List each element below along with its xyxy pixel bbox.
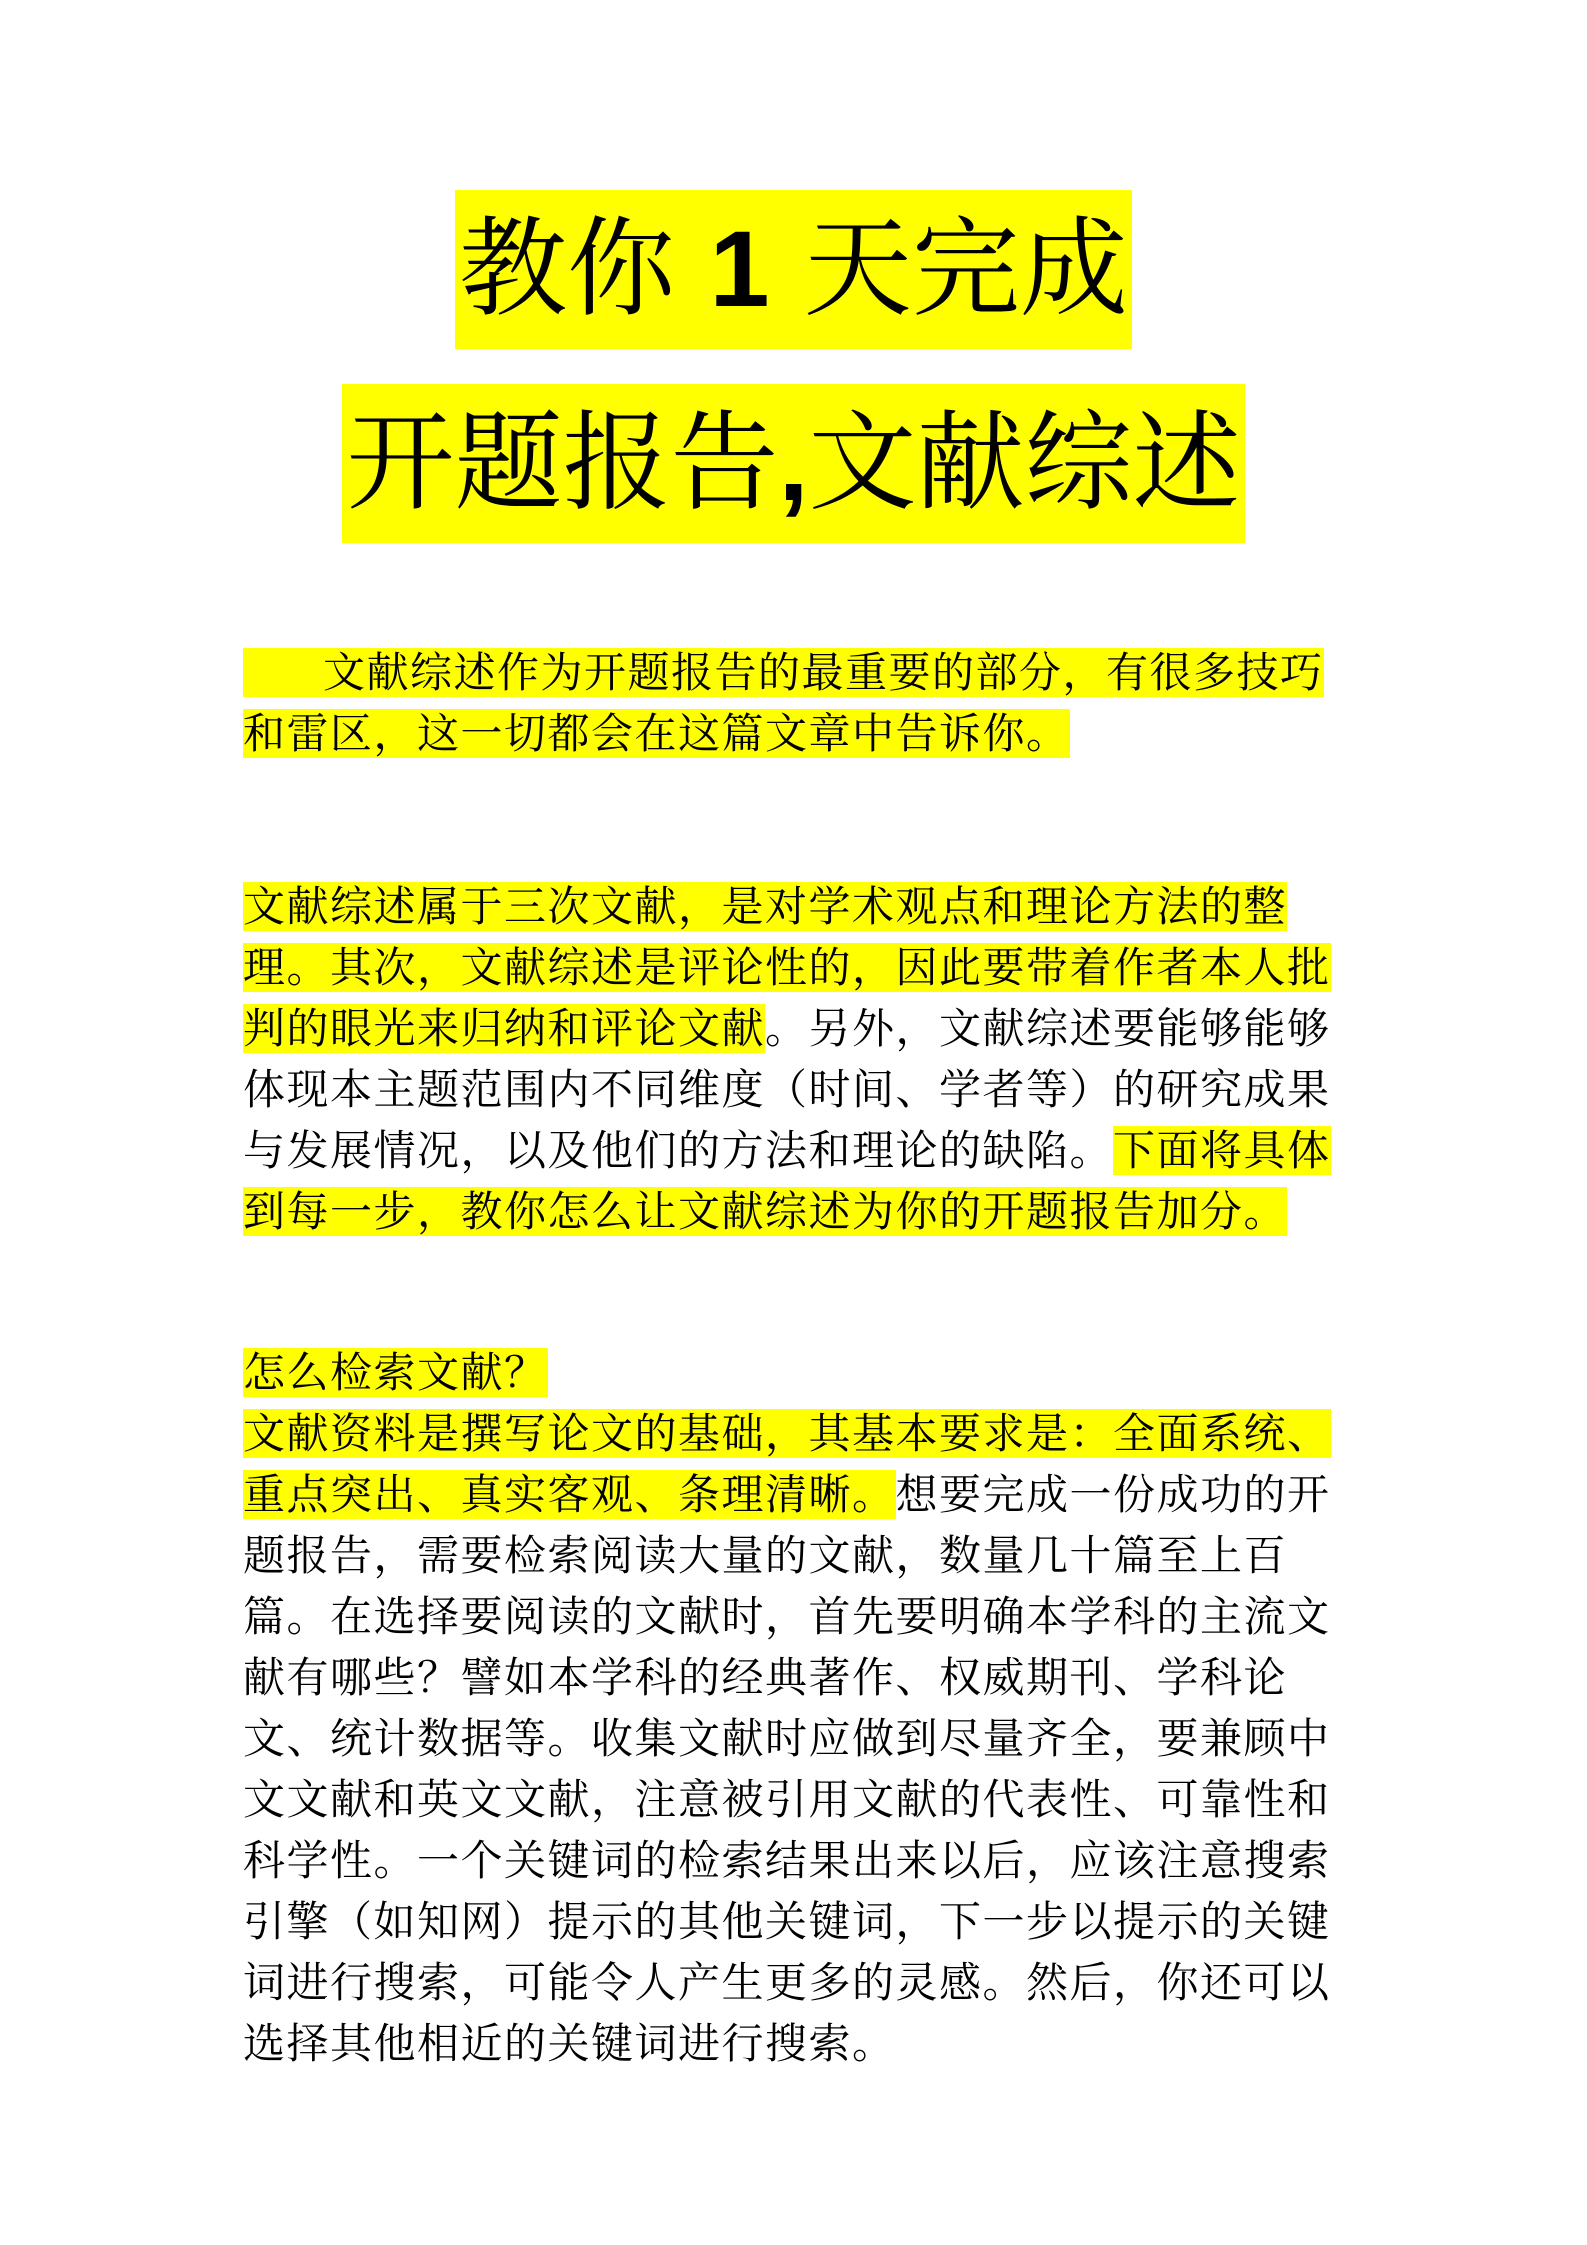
title-line-1-part-1: 教你 [459, 207, 676, 332]
title-line-1-part-2: 天完成 [803, 207, 1128, 332]
section-1-plain: 。另外，文献综述要能够能够体现本主题范围内不同维度（时间、学者等）的研究成果与发展情况，以及他们的方法和理论的缺陷。 [243, 1004, 1331, 1175]
intro-text: 文献综述作为开题报告的最重要的部分，有很多技巧和雷区，这一切都会在这篇文章中告诉你。 [243, 648, 1324, 758]
title-line-2-part-2: 文献综述 [808, 401, 1241, 526]
title-line-2 [0, 384, 1587, 543]
section-2-paragraph [243, 1342, 1358, 2074]
section-2-plain: 想要完成一份成功的开题报告，需要检索阅读大量的文献，数量几十篇至上百篇。在选择要阅读的文献时，首先要明确本学科的主流文献有哪些？譬如本学科的经典著作、权威期刊、学科论文、统计数据等。收集文献时应做到尽量齐全，要兼顾中文文献和英文文献，注意被引用文献的代表性、可靠性和科学性。一个关键词的检索结果出来以后，应该注意搜索引擎（如知网）提示的其他关键词，下一步以提示的关键词进行搜索，可能令人产生更多的灵感。然后，你还可以选择其他相近的关键词进行搜索。 [243, 1470, 1331, 2068]
title-line-2-comma: , [778, 402, 809, 523]
section-1-paragraph [243, 876, 1358, 1242]
title-line-1-highlight [455, 190, 1132, 349]
title-line-1-number: 1 [709, 208, 770, 329]
intro-paragraph [243, 642, 1358, 764]
title-line-2-highlight [342, 384, 1244, 543]
section-2-heading: 怎么检索文献？ [243, 1348, 548, 1397]
title-line-2-part-1: 开题报告 [346, 401, 779, 526]
section-1-highlight-a: 文献综述属于三次文献，是对学术观点和理论方法的整理。其次，文献综述是评论性的，因此要带着作者本人批判的眼光来归纳和评论文献 [243, 882, 1331, 1053]
section-2-highlight: 文献资料是撰写论文的基础，其基本要求是：全面系统、重点突出、真实客观、条理清晰。 [243, 1409, 1331, 1519]
section-1-highlight-b: 下面将具体到每一步，教你怎么让文献综述为你的开题报告加分。 [243, 1126, 1331, 1236]
title-line-1 [0, 190, 1587, 349]
